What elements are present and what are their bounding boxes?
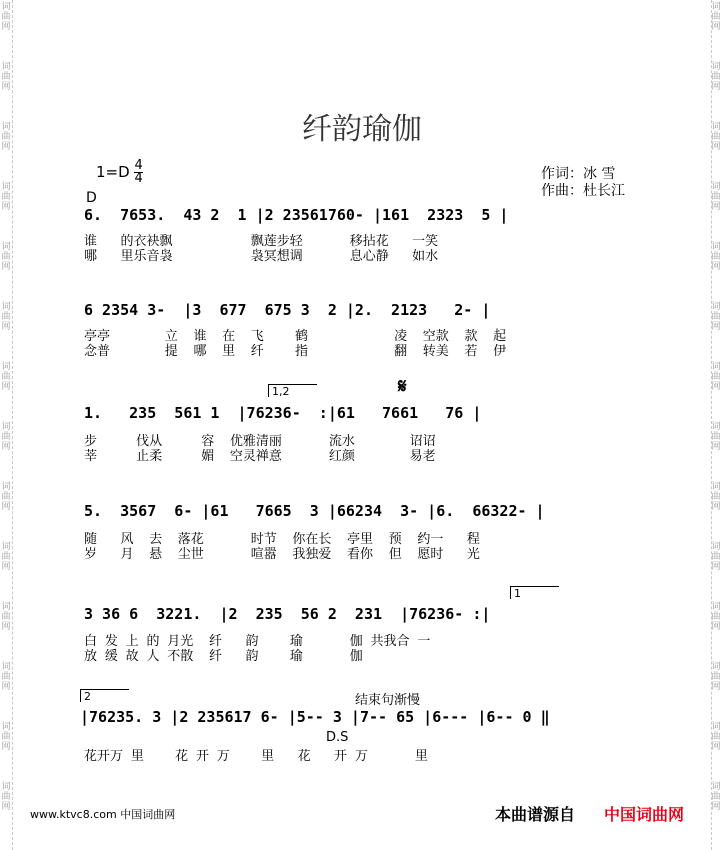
- watermark-stamp: 词 曲 网: [711, 782, 721, 812]
- volta-2: 2: [80, 689, 129, 702]
- watermark-stamp: 词 曲 网: [711, 482, 721, 512]
- lyric-row-2a: 亭亭 立 谁 在 飞 鹤 凌 空款 款 起: [84, 329, 507, 344]
- footer-source-label: 本曲谱源自: [495, 805, 576, 824]
- watermark-stamp: 词 曲 网: [1, 482, 11, 512]
- watermark-stamp: 词 曲 网: [1, 242, 11, 272]
- watermark-stamp: 词 曲 网: [1, 122, 11, 152]
- watermark-stamp: 词 曲 网: [711, 2, 721, 32]
- key-signature: [96, 160, 143, 185]
- watermark-stamp: 词 曲 网: [711, 722, 721, 752]
- notation-row-5: 3 36 6 3221. |2 235 56 2 231 |76236- :|: [84, 605, 491, 623]
- watermark-stamp: 词 曲 网: [1, 602, 11, 632]
- footer-source-brand[interactable]: 中国词曲网: [604, 805, 685, 824]
- lyric-row-4a: 随 风 去 落花 时节 你在长 亭里 预 约一 程: [84, 532, 480, 547]
- watermark-stamp: 词 曲 网: [1, 302, 11, 332]
- ds-mark: D.S: [326, 730, 349, 745]
- lyric-row-6a: 花开万 里 花 开 万 里 花 开 万 里: [84, 749, 428, 764]
- volta-1: 1: [510, 586, 559, 599]
- watermark-stamp: 词 曲 网: [1, 62, 11, 92]
- watermark-stamp: 词 曲 网: [711, 662, 721, 692]
- lyric-row-5a: 白 发 上 的 月光 纤 韵 瑜 伽 共我合 一: [84, 634, 431, 649]
- watermark-stamp: 词 曲 网: [1, 182, 11, 212]
- watermark-stamp: 词 曲 网: [711, 242, 721, 272]
- lyric-row-2b: 念普 提 哪 里 纤 指 翻 转美 若 伊: [84, 344, 507, 359]
- watermark-stamp: 词 曲 网: [1, 2, 11, 32]
- time-num: 4: [134, 158, 143, 173]
- lyricist-credit: 作词：冰 雪: [541, 166, 616, 182]
- notation-row-1: 6. 7653. 43 2 1 |2 23561760- |161 2323 5 |: [84, 206, 509, 224]
- lyric-row-4b: 岁 月 悬 尘世 喧嚣 我独爱 看你 但 愿时 光: [84, 547, 480, 562]
- footer-site[interactable]: www.ktvc8.com 中国词曲网: [30, 808, 176, 821]
- notation-row-2: 6 2354 3- |3 677 675 3 2 |2. 2123 2- |: [84, 301, 491, 319]
- notation-row-6: |76235. 3 |2 235617 6- |5-- 3 |7-- 65 |6--- |6-- 0 ‖: [80, 708, 550, 726]
- watermark-stamp: 词 曲 网: [711, 182, 721, 212]
- watermark-stamp: 词 曲 网: [711, 122, 721, 152]
- key-prefix: 1=D: [96, 163, 130, 181]
- watermark-stamp: 词 曲 网: [711, 542, 721, 572]
- composer-credit: 作曲：杜长江: [541, 183, 625, 199]
- watermark-stamp: 词 曲 网: [711, 422, 721, 452]
- notation-row-3: 1. 235 561 1 |76236- :|61 7661 76 |: [84, 404, 482, 422]
- watermark-stamp: 词 曲 网: [1, 722, 11, 752]
- watermark-stamp: 词 曲 网: [1, 782, 11, 812]
- ending-tempo-note: 结束句渐慢: [355, 693, 421, 708]
- watermark-stamp: 词 曲 网: [711, 62, 721, 92]
- watermark-stamp: 词 曲 网: [711, 362, 721, 392]
- watermark-stamp: 词 曲 网: [711, 302, 721, 332]
- notation-row-4: 5. 3567 6- |61 7665 3 |66234 3- |6. 66322- |: [84, 502, 545, 520]
- song-title: 纤韵瑜伽: [302, 112, 422, 147]
- lyric-row-3b: 莘 止柔 媚 空灵禅意 红颜 易老: [84, 449, 436, 464]
- time-den: 4: [134, 171, 143, 186]
- lyric-row-1a: 谁 的衣袂飘 飘莲步轻 移拈花 一笑: [84, 234, 439, 249]
- watermark-stamp: 词 曲 网: [1, 422, 11, 452]
- volta-1-2: 1,2: [268, 384, 317, 397]
- watermark-stamp: 词 曲 网: [1, 542, 11, 572]
- watermark-stamp: 词 曲 网: [1, 662, 11, 692]
- section-mark-d: D: [86, 190, 97, 206]
- lyric-row-1b: 哪 里乐音袅 袅冥想调 息心静 如水: [84, 249, 439, 264]
- lyric-row-3a: 步 伐从 容 优雅清丽 流水 诏诏: [84, 434, 436, 449]
- time-signature: [134, 160, 142, 185]
- lyric-row-5b: 放 缓 故 人 不散 纤 韵 瑜 伽: [84, 649, 363, 664]
- watermark-stamp: 词 曲 网: [711, 602, 721, 632]
- watermark-stamp: 词 曲 网: [1, 362, 11, 392]
- segno-sign: 𝄋: [398, 374, 407, 398]
